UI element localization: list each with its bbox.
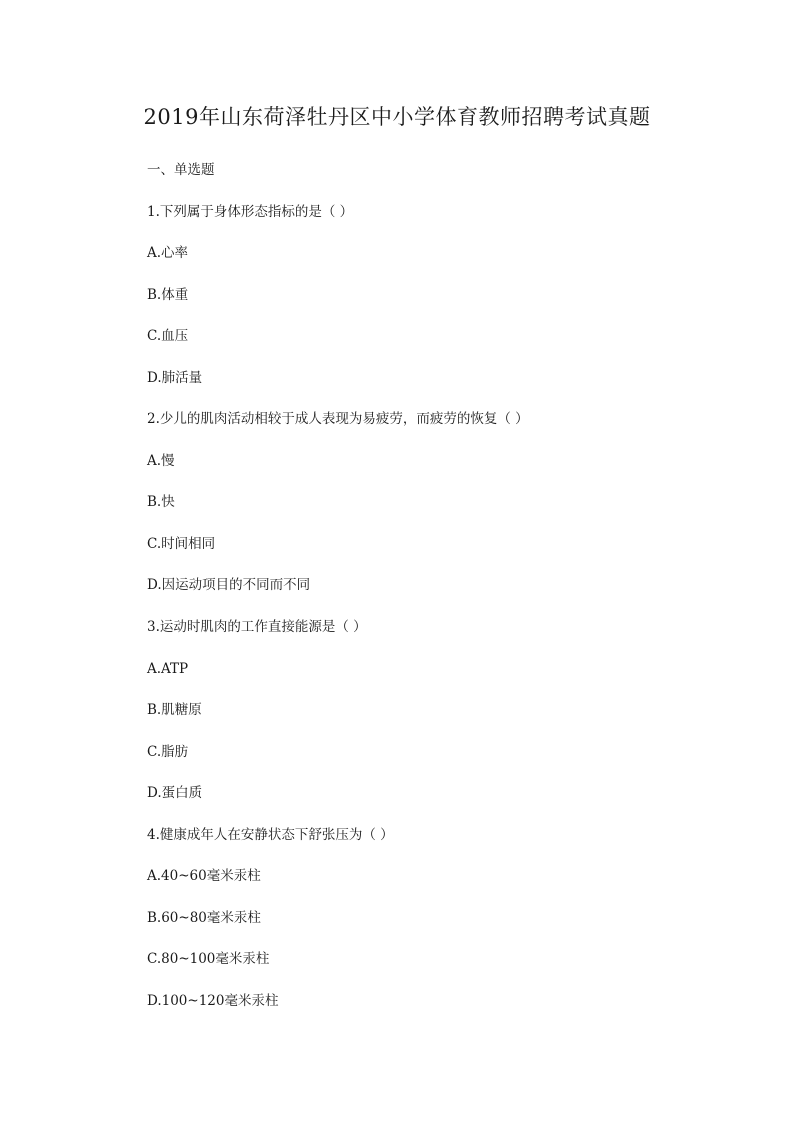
question-4-option-a: A.40~60毫米汞柱 bbox=[147, 868, 261, 884]
question-1-option-b: B.体重 bbox=[147, 287, 189, 303]
question-3-option-b: B.肌糖原 bbox=[147, 702, 202, 718]
question-1-option-c: C.血压 bbox=[147, 328, 189, 344]
question-3-option-a: A.ATP bbox=[147, 661, 189, 677]
question-3-option-d: D.蛋白质 bbox=[147, 785, 203, 801]
question-2-option-b: B.快 bbox=[147, 494, 175, 510]
document-title: 2019年山东荷泽牡丹区中小学体育教师招聘考试真题 bbox=[143, 105, 651, 129]
question-4-stem: 4.健康成年人在安静状态下舒张压为（ ） bbox=[147, 827, 394, 843]
question-1-option-a: A.心率 bbox=[147, 245, 189, 261]
question-1-option-d: D.肺活量 bbox=[147, 370, 203, 386]
question-1-stem: 1.下列属于身体形态指标的是（ ） bbox=[147, 204, 354, 220]
section-heading: 一、单选题 bbox=[147, 162, 215, 178]
question-3-stem: 3.运动时肌肉的工作直接能源是（ ） bbox=[147, 619, 367, 635]
question-2-option-d: D.因运动项目的不同而不同 bbox=[147, 577, 311, 593]
question-2-option-c: C.时间相同 bbox=[147, 536, 216, 552]
question-4-option-c: C.80~100毫米汞柱 bbox=[147, 951, 270, 967]
question-2-stem: 2.少儿的肌肉活动相较于成人表现为易疲劳，而疲劳的恢复（ ） bbox=[147, 411, 529, 427]
question-4-option-b: B.60~80毫米汞柱 bbox=[147, 910, 261, 926]
question-3-option-c: C.脂肪 bbox=[147, 744, 189, 760]
question-2-option-a: A.慢 bbox=[147, 453, 175, 469]
question-4-option-d: D.100~120毫米汞柱 bbox=[147, 993, 279, 1009]
